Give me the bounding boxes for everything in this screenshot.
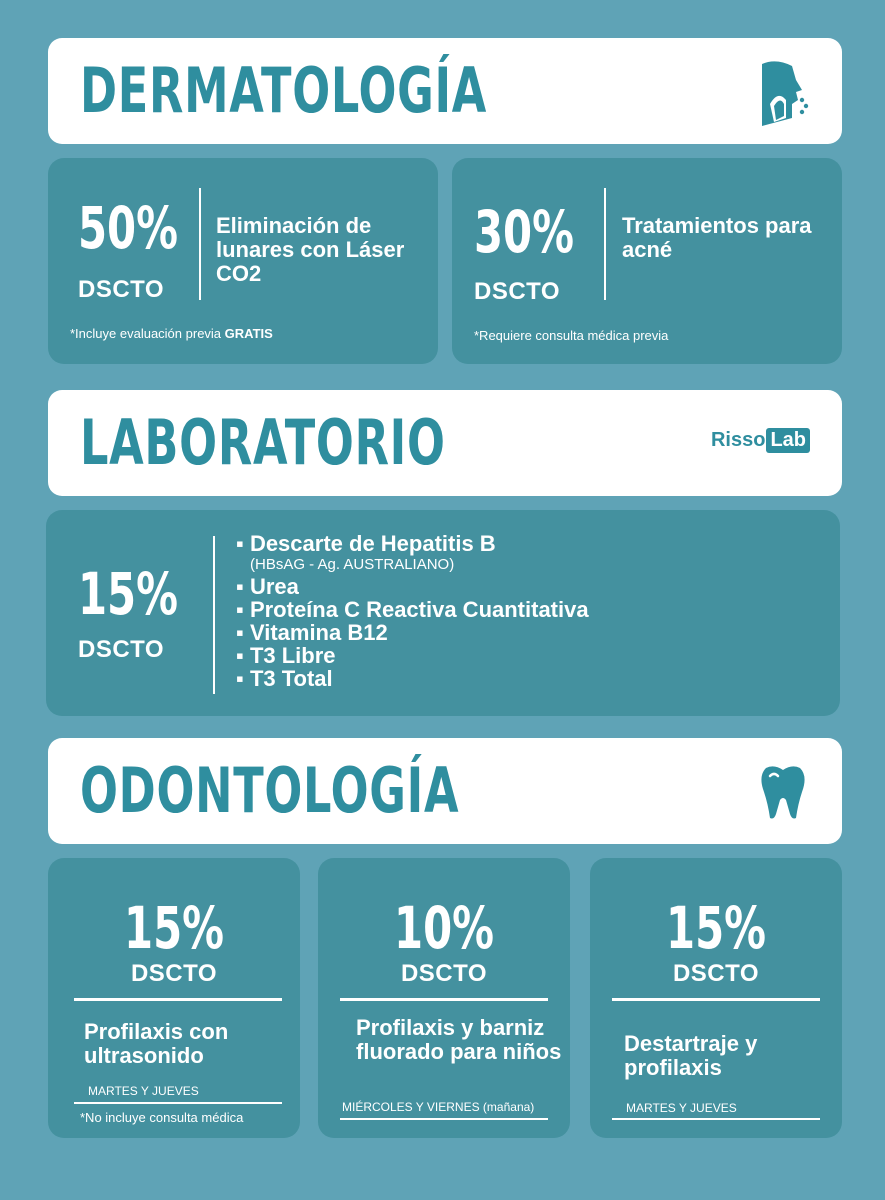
laboratorio-banner [48, 390, 842, 496]
list-item: ▪ Urea [236, 574, 299, 599]
offer-card-profilaxis-ultrasonido [48, 858, 300, 1138]
discount-label: DSCTO [474, 278, 561, 305]
list-item: ▪ Vitamina B12 [236, 620, 388, 645]
divider [612, 998, 820, 1001]
tooth-icon [760, 764, 806, 820]
service-name: Destartraje y profilaxis [624, 1031, 758, 1080]
service-name: Tratamientos para acné [622, 213, 812, 262]
schedule: MIÉRCOLES Y VIERNES (mañana) [342, 1100, 535, 1114]
service-name: Profilaxis con ultrasonido [84, 1019, 229, 1068]
divider [340, 1118, 548, 1120]
face-skin-icon [752, 60, 812, 128]
offer-card-destartraje [590, 858, 842, 1138]
dermatologia-banner [48, 38, 842, 144]
lab-offer-card [46, 510, 840, 716]
discount-percent: 15% [124, 894, 224, 962]
discount-percent: 15% [666, 894, 766, 962]
divider [74, 1102, 282, 1104]
divider [213, 536, 215, 694]
discount-percent: 10% [394, 894, 494, 962]
dermatologia-title: DERMATOLOGÍA [80, 54, 488, 127]
list-item: ▪ T3 Total [236, 666, 333, 691]
schedule: MARTES Y JUEVES [626, 1101, 737, 1115]
divider [604, 188, 606, 300]
offer-card-acne [452, 158, 842, 364]
service-name: Profilaxis y barniz fluorado para niños [356, 1015, 562, 1064]
list-item-detail: (HBsAG - Ag. AUSTRALIANO) [250, 556, 455, 573]
discount-label: DSCTO [672, 960, 760, 987]
offer-note: *No incluye consulta médica [80, 1110, 244, 1125]
discount-label: DSCTO [78, 636, 165, 663]
offer-note: *Requiere consulta médica previa [474, 328, 669, 343]
divider [340, 998, 548, 1001]
discount-percent: 30% [474, 198, 574, 266]
odontologia-title: ODONTOLOGÍA [80, 754, 460, 827]
offer-card-profilaxis-barniz [318, 858, 570, 1138]
odontologia-banner [48, 738, 842, 844]
discount-percent: 15% [78, 560, 178, 628]
offer-note: *Incluye evaluación previa GRATIS [70, 326, 273, 341]
discount-label: DSCTO [130, 960, 218, 987]
lab-tests-list [236, 532, 589, 690]
discount-label: DSCTO [400, 960, 488, 987]
discount-label: DSCTO [78, 276, 165, 303]
schedule: MARTES Y JUEVES [88, 1084, 199, 1098]
offer-card-moles [48, 158, 438, 364]
discount-percent: 50% [78, 194, 178, 262]
list-item: ▪ Proteína C Reactiva Cuantitativa [236, 597, 589, 622]
service-name: Eliminación de lunares con Láser CO2 [216, 213, 405, 286]
list-item: ▪ Descarte de Hepatitis B [236, 531, 496, 556]
divider [199, 188, 201, 300]
divider [74, 998, 282, 1001]
list-item: ▪ T3 Libre [236, 643, 336, 668]
laboratorio-title: LABORATORIO [80, 406, 446, 479]
risso-lab-logo: Risso Lab [711, 428, 810, 453]
divider [612, 1118, 820, 1120]
